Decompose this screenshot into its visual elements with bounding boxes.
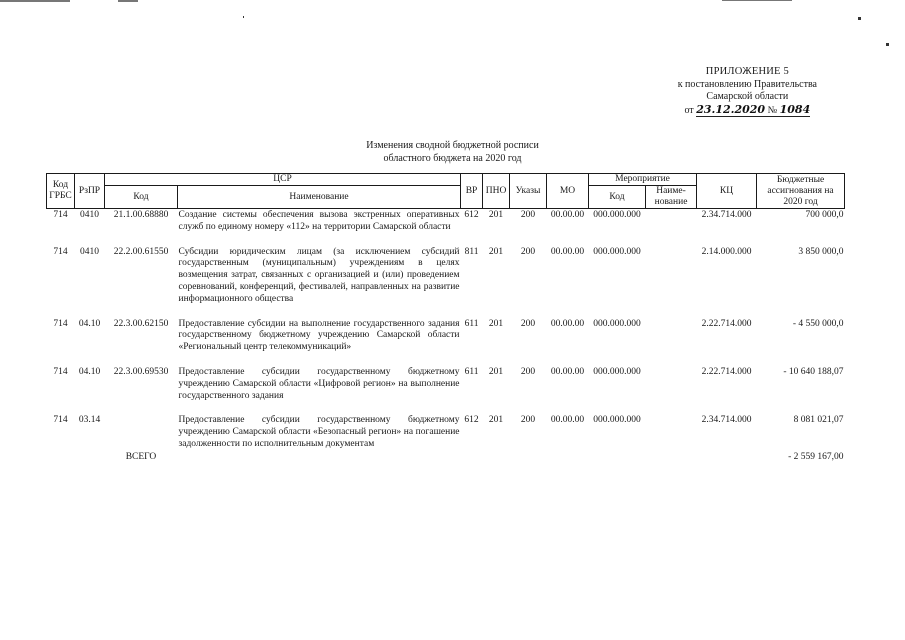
cell-name: Предоставление субсидии государственному бюджетному учреждению Самарской области «Цифровой регион» на выполнение государственного задания: [178, 366, 460, 401]
cell-grbs: 714: [53, 246, 68, 257]
cell-mo: 00.00.00: [550, 246, 585, 257]
total-amount: - 2 559 167,00: [788, 451, 844, 462]
handwritten-number: 1084: [779, 102, 811, 116]
cell-csr: 22.3.00.62150: [113, 318, 169, 329]
cell-grbs: 714: [53, 415, 68, 426]
header-csr: ЦСР: [105, 174, 461, 186]
header-csr-kod: Код: [105, 186, 178, 209]
cell-name: Предоставление субсидии на выполнение государственного задания государственному бюджетному учреждению Самарской области «Региональный центр телекоммуникаций»: [178, 318, 460, 353]
cell-mer-kod: 000.000.000: [593, 415, 641, 426]
appendix-date-line: [678, 104, 817, 118]
cell-rzpr: 03.14: [78, 415, 101, 426]
cell-csr: 21.1.00.68880: [113, 210, 169, 220]
total-label: ВСЕГО: [125, 451, 157, 462]
cell-vr: 811: [464, 246, 479, 257]
cell-mer-name: [646, 246, 697, 306]
cell-mer-name: [646, 209, 697, 234]
cell-kc: 2.14.000.000: [701, 246, 752, 257]
header-mer-kod: Код: [589, 186, 646, 209]
cell-mer-kod: 000.000.000: [593, 366, 641, 377]
scan-speck: [858, 17, 861, 20]
cell-grbs: 714: [53, 318, 68, 329]
header-vr: ВР: [461, 174, 483, 209]
cell-vr: 612: [464, 210, 479, 220]
cell-mo: 00.00.00: [550, 318, 585, 329]
cell-mer-name: [646, 414, 697, 450]
cell-name: Субсидии юридическим лицам (за исключением субсидий государственным (муниципальным) учреждениям в целях возмещения затрат, связанных с организацией и (или) проведением соревнований, конференций, фестивалей, направленных на развитие информационного общества: [178, 246, 460, 304]
header-pno: ПНО: [483, 174, 510, 209]
cell-mer-name: [646, 318, 697, 354]
cell-csr: 22.2.00.61550: [113, 246, 169, 257]
number-prefix: №: [767, 104, 778, 116]
date-prefix: от: [684, 104, 694, 116]
cell-mo: 00.00.00: [550, 210, 585, 220]
cell-grbs: 714: [53, 366, 68, 377]
cell-pno: 201: [488, 246, 504, 257]
cell-ukazy: 200: [520, 210, 536, 220]
total-row: [47, 451, 845, 464]
header-budget: Бюджетные ассигнования на 2020 год: [757, 174, 845, 209]
cell-pno: 201: [488, 318, 504, 329]
cell-mer-kod: 000.000.000: [593, 246, 641, 257]
appendix-line2: Самарской области: [706, 91, 789, 102]
cell-csr: [105, 414, 178, 450]
cell-kc: 2.22.714.000: [701, 318, 752, 329]
header-meropriyatie: Мероприятие: [589, 174, 697, 186]
cell-pno: 201: [488, 366, 504, 377]
cell-csr: 22.3.00.69530: [113, 366, 169, 377]
cell-pno: 201: [488, 210, 504, 220]
cell-vr: 612: [464, 415, 479, 426]
table-row: [47, 209, 845, 234]
cell-ukazy: 200: [520, 246, 536, 257]
cell-amount: 8 081 021,07: [793, 415, 844, 426]
cell-amount: - 10 640 188,07: [783, 366, 844, 377]
scan-speck: [886, 43, 889, 46]
header-rzpr: РзПР: [75, 174, 105, 209]
cell-amount: 700 000,0: [805, 210, 844, 220]
document-title: [0, 140, 905, 165]
cell-mo: 00.00.00: [550, 366, 585, 377]
header-mer-name: Наиме-нование: [646, 186, 697, 209]
cell-ukazy: 200: [520, 415, 536, 426]
cell-rzpr: 04.10: [78, 318, 101, 329]
header-kod-grbs: Код ГРБС: [47, 174, 75, 209]
cell-name: Создание системы обеспечения вызова экстренных оперативных служб по единому номеру «112» на территории Самарской области: [178, 210, 460, 232]
header-mo: МО: [547, 174, 589, 209]
handwritten-date: 23.12.2020: [696, 102, 766, 116]
cell-grbs: 714: [53, 210, 68, 220]
cell-mer-name: [646, 366, 697, 402]
budget-changes-table: [46, 173, 845, 464]
appendix-line1: к постановлению Правительства: [677, 78, 817, 90]
cell-kc: 2.34.714.000: [701, 415, 752, 426]
cell-vr: 611: [464, 366, 479, 377]
cell-ukazy: 200: [520, 366, 536, 377]
document-title-line2: областного бюджета на 2020 год: [383, 152, 522, 164]
table-row: [47, 246, 845, 306]
cell-kc: 2.34.714.000: [701, 210, 752, 220]
cell-mer-kod: 000.000.000: [593, 318, 641, 329]
appendix-header: [678, 66, 817, 117]
header-csr-name: Наименование: [178, 186, 461, 209]
cell-mo: 00.00.00: [550, 415, 585, 426]
cell-pno: 201: [488, 415, 504, 426]
table-row: [47, 318, 845, 354]
cell-ukazy: 200: [520, 318, 536, 329]
cell-vr: 611: [464, 318, 479, 329]
cell-rzpr: 04.10: [78, 366, 101, 377]
header-ukazy: Указы: [510, 174, 547, 209]
cell-rzpr: 0410: [80, 246, 99, 257]
cell-mer-kod: 000.000.000: [593, 210, 641, 220]
appendix-title: ПРИЛОЖЕНИЕ 5: [705, 66, 789, 77]
header-kc: КЦ: [697, 174, 757, 209]
document-title-line1: Изменения сводной бюджетной росписи: [366, 140, 539, 151]
cell-kc: 2.22.714.000: [701, 366, 752, 377]
scan-speck: [243, 16, 244, 18]
cell-rzpr: 0410: [80, 210, 99, 220]
table-row: [47, 414, 845, 450]
cell-amount: 3 850 000,0: [798, 246, 844, 257]
cell-amount: - 4 550 000,0: [792, 318, 844, 329]
scan-edge-artifact: [0, 0, 905, 3]
table-row: [47, 366, 845, 402]
cell-name: Предоставление субсидии государственному бюджетному учреждению Самарской области «Безопасный регион» на погашение задолженности по исполнительным документам: [178, 415, 460, 449]
